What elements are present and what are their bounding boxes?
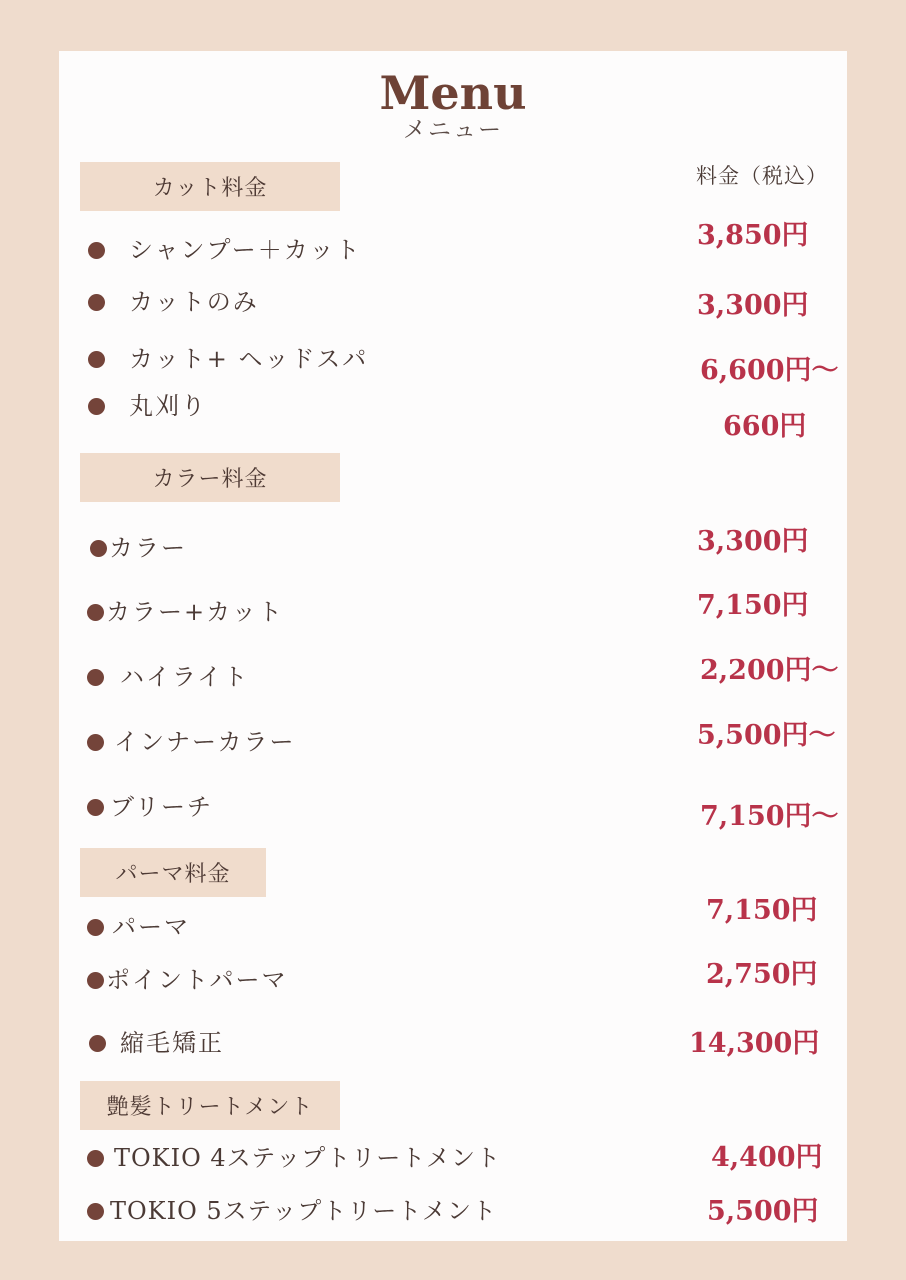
- menu-item: [87, 915, 190, 939]
- bullet-icon: [88, 398, 105, 415]
- bullet-icon: [88, 294, 105, 311]
- item-price: 5,500円～: [697, 720, 836, 751]
- menu-item: [88, 238, 362, 262]
- menu-item: [88, 347, 368, 371]
- section-header-treatment: 艶髪トリートメント: [80, 1081, 340, 1130]
- item-name: ブリーチ: [110, 793, 214, 821]
- menu-title: Menu: [379, 66, 527, 120]
- item-price: 4,400円: [711, 1142, 823, 1173]
- item-name: 縮毛矯正: [120, 1029, 224, 1057]
- item-price: 3,850円: [697, 220, 809, 251]
- menu-item: [88, 394, 207, 418]
- item-name: ハイライト: [120, 663, 250, 691]
- menu-item: [87, 665, 249, 689]
- item-name: シャンプー＋カット: [129, 236, 362, 264]
- section-header-color: カラー料金: [80, 453, 340, 502]
- menu-item: [87, 1146, 501, 1170]
- bullet-icon: [87, 799, 104, 816]
- menu-item: [87, 968, 288, 992]
- menu-item: [87, 600, 284, 624]
- bullet-icon: [89, 1035, 106, 1052]
- item-name: カラー: [109, 534, 187, 562]
- bullet-icon: [87, 1203, 104, 1220]
- bullet-icon: [88, 351, 105, 368]
- item-price: 3,300円: [697, 526, 809, 557]
- item-name: ポイントパーマ: [106, 966, 288, 994]
- item-price: 2,200円～: [700, 655, 839, 686]
- menu-item: [90, 536, 187, 560]
- menu-item: [89, 1031, 224, 1055]
- menu-item: [87, 795, 213, 819]
- section-header-cut: カット料金: [80, 162, 340, 211]
- bullet-icon: [87, 604, 104, 621]
- item-name: TOKIO 4ステップトリートメント: [114, 1144, 501, 1172]
- item-name: カラー+カット: [106, 598, 284, 626]
- item-price: 3,300円: [697, 290, 809, 321]
- price-header: 料金（税込）: [696, 164, 828, 188]
- item-name: 丸刈り: [129, 392, 207, 420]
- item-name: カット+ ヘッドスパ: [129, 345, 369, 373]
- item-name: インナーカラー: [114, 728, 296, 756]
- item-name: カットのみ: [129, 288, 259, 316]
- bullet-icon: [87, 1150, 104, 1167]
- item-name: パーマ: [112, 913, 190, 941]
- item-price: 5,500円: [707, 1196, 819, 1227]
- menu-item: [87, 1199, 497, 1223]
- item-price: 660円: [723, 411, 807, 442]
- menu-subtitle: メニュー: [403, 117, 503, 143]
- bullet-icon: [87, 919, 104, 936]
- bullet-icon: [90, 540, 107, 557]
- item-price: 7,150円: [706, 895, 818, 926]
- menu-item: [87, 730, 296, 754]
- item-price: 2,750円: [706, 959, 818, 990]
- bullet-icon: [87, 972, 104, 989]
- item-price: 6,600円～: [700, 355, 839, 386]
- bullet-icon: [88, 242, 105, 259]
- item-price: 7,150円: [697, 590, 809, 621]
- item-name: TOKIO 5ステップトリートメント: [110, 1197, 497, 1225]
- section-header-perm: パーマ料金: [80, 848, 266, 897]
- item-price: 14,300円: [689, 1028, 820, 1059]
- item-price: 7,150円～: [700, 801, 839, 832]
- bullet-icon: [87, 734, 104, 751]
- menu-item: [88, 290, 259, 314]
- bullet-icon: [87, 669, 104, 686]
